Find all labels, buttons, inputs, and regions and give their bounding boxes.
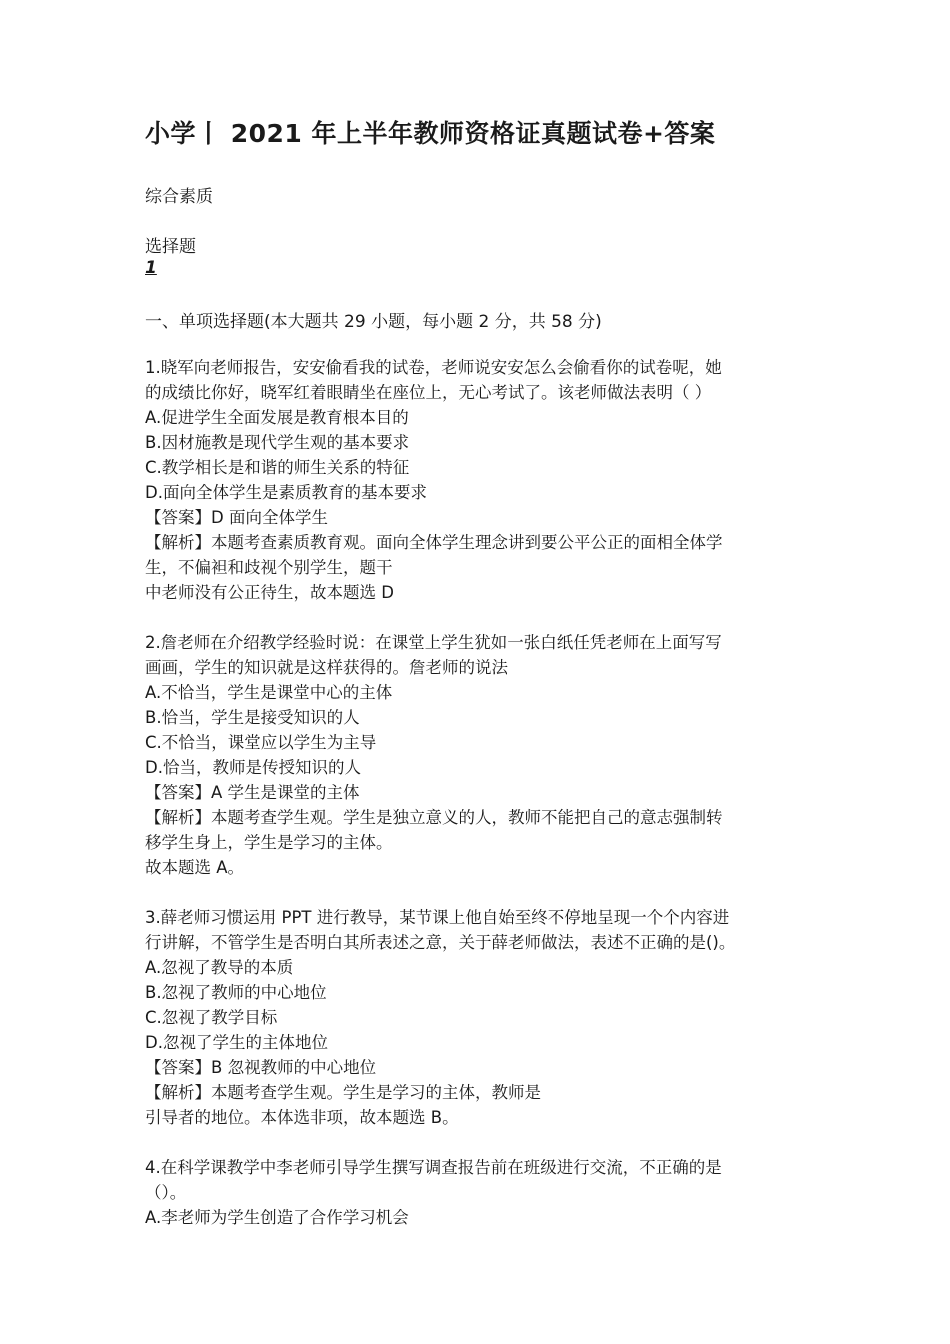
q2-option-b: B.恰当，学生是接受知识的人 [145,708,360,727]
q2-analysis-line-2: 移学生身上，学生是学习的主体。 [145,833,393,852]
q1-analysis-line-1: 【解析】本题考查素质教育观。面向全体学生理念讲到要公平公正的面相全体学 [145,533,723,552]
q3-option-b: B.忽视了教师的中心地位 [145,983,327,1002]
q4-stem-line-1: 4.在科学课教学中李老师引导学生撰写调查报告前在班级进行交流，不正确的是 [145,1158,722,1177]
q3-stem-line-2: 行讲解，不管学生是否明白其所表述之意，关于薛老师做法，表述不正确的是()。 [145,933,736,952]
document-title: 小学丨 2021 年上半年教师资格证真题试卷+答案 [145,119,716,148]
q1-option-a: A.促进学生全面发展是教育根本目的 [145,408,409,427]
q4-option-a: A.李老师为学生创造了合作学习机会 [145,1208,409,1227]
q1-analysis-line-2: 生，不偏袒和歧视个别学生，题干 [145,558,393,577]
q3-answer: 【答案】B 忽视教师的中心地位 [145,1058,377,1077]
q2-analysis-line-3: 故本题选 A。 [145,858,245,877]
q3-stem-line-1: 3.薛老师习惯运用 PPT 进行教导，某节课上他自始至终不停地呈现一个个内容进 [145,908,730,927]
q2-analysis-line-1: 【解析】本题考查学生观。学生是独立意义的人，教师不能把自己的意志强制转 [145,808,723,827]
q2-answer: 【答案】A 学生是课堂的主体 [145,783,360,802]
q2-option-a: A.不恰当，学生是课堂中心的主体 [145,683,393,702]
q1-stem-line-1: 1.晓军向老师报告，安安偷看我的试卷，老师说安安怎么会偷看你的试卷呢，她 [145,358,722,377]
q3-option-a: A.忽视了教导的本质 [145,958,294,977]
q1-option-b: B.因材施教是现代学生观的基本要求 [145,433,410,452]
q3-option-d: D.忽视了学生的主体地位 [145,1033,328,1052]
q1-stem-line-2: 的成绩比你好，晓军红着眼睛坐在座位上，无心考试了。该老师做法表明（ ） [145,383,712,402]
q2-stem-line-1: 2.詹老师在介绍教学经验时说：在课堂上学生犹如一张白纸任凭老师在上面写写 [145,633,722,652]
q2-option-d: D.恰当，教师是传授知识的人 [145,758,361,777]
q1-answer: 【答案】D 面向全体学生 [145,508,328,527]
section-header: 一、单项选择题(本大题共 29 小题，每小题 2 分，共 58 分) [145,312,602,332]
q3-analysis-line-2: 引导者的地位。本体选非项，故本题选 B。 [145,1108,459,1127]
q3-option-c: C.忽视了教学目标 [145,1008,278,1027]
question-type-heading: 选择题 [145,237,196,257]
question-number: 1 [145,258,157,278]
q1-option-d: D.面向全体学生是素质教育的基本要求 [145,483,427,502]
subject-heading: 综合素质 [145,187,213,207]
q4-stem-line-2: （）。 [145,1183,187,1202]
q1-option-c: C.教学相长是和谐的师生关系的特征 [145,458,410,477]
q2-stem-line-2: 画画，学生的知识就是这样获得的。詹老师的说法 [145,658,508,677]
q3-analysis-line-1: 【解析】本题考查学生观。学生是学习的主体，教师是 [145,1083,541,1102]
q2-option-c: C.不恰当，课堂应以学生为主导 [145,733,377,752]
q1-analysis-line-3: 中老师没有公正待生，故本题选 D [145,583,394,602]
